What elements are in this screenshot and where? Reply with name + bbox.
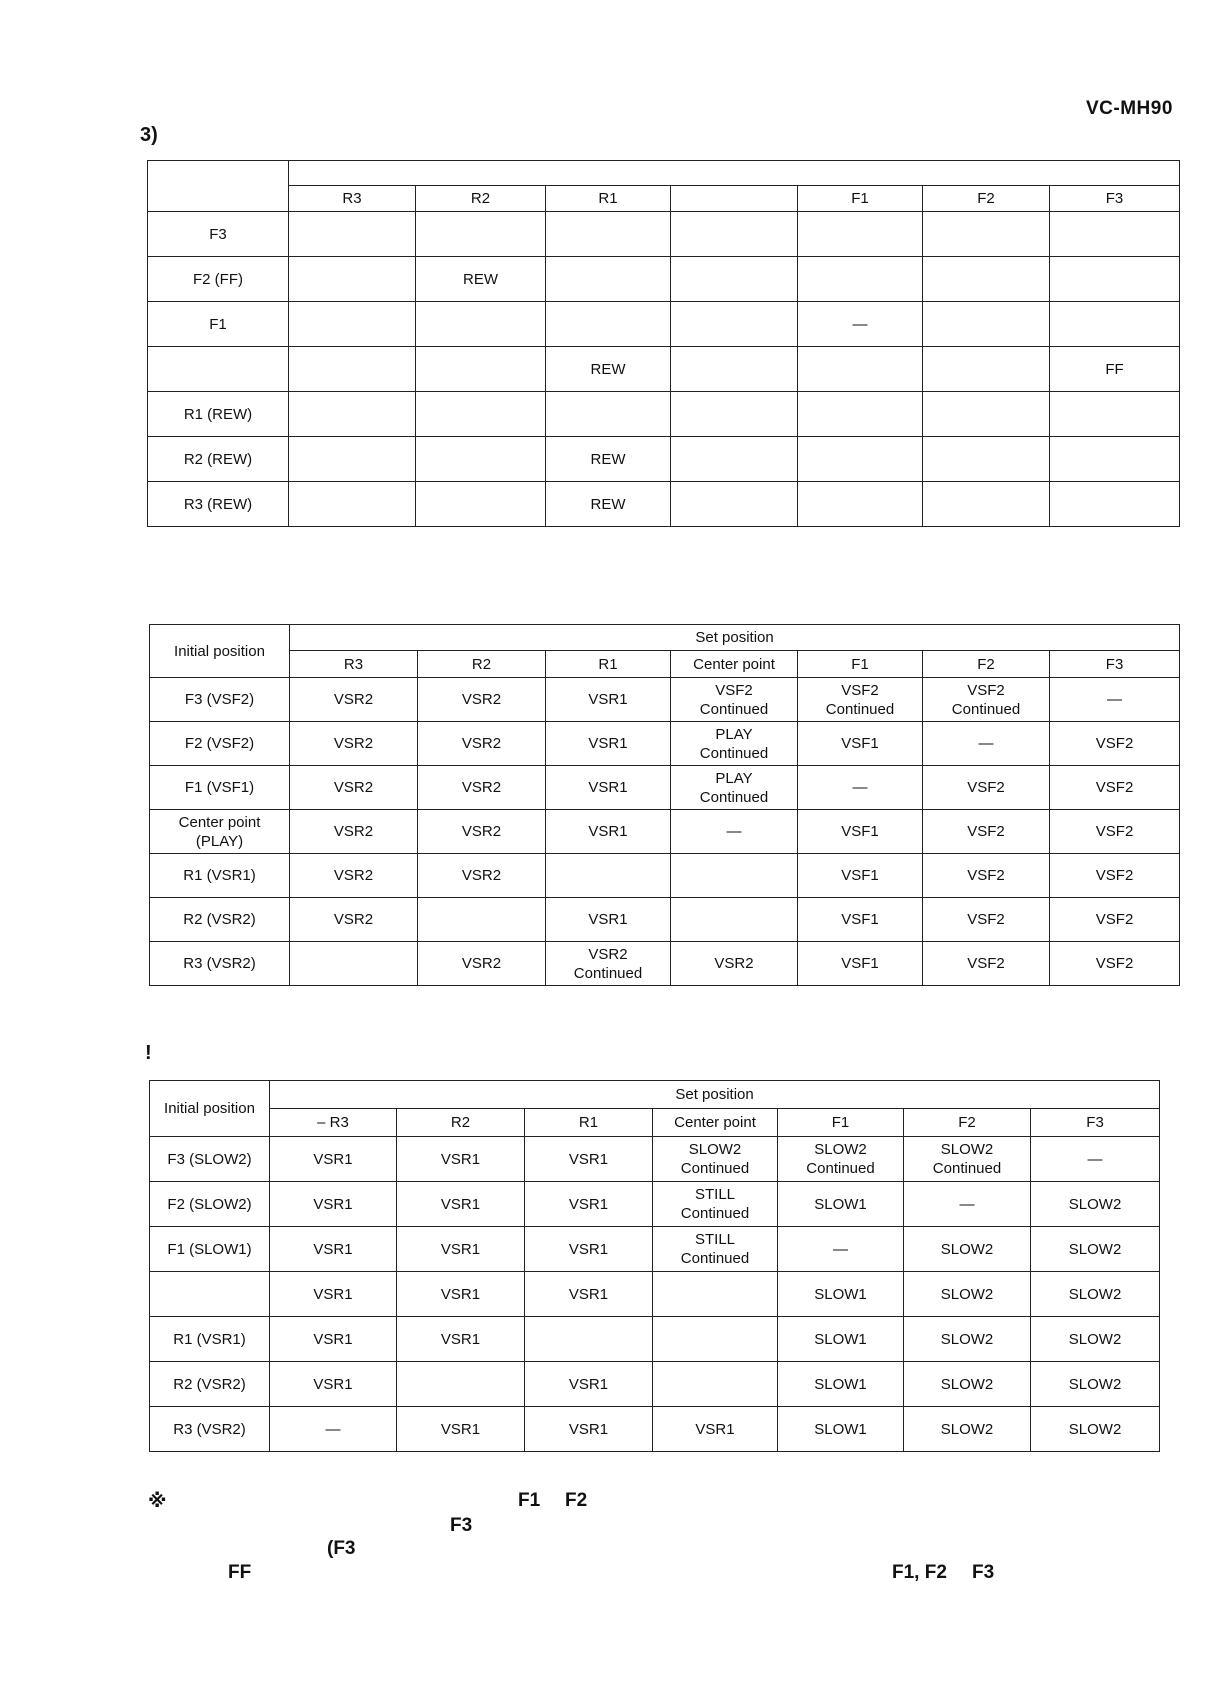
table-cell: VSR1 xyxy=(546,810,671,854)
table-cell: VSF2 xyxy=(923,810,1050,854)
table-cell xyxy=(290,942,418,986)
table-cell: VSF2 xyxy=(923,766,1050,810)
table-row xyxy=(148,347,1180,392)
note-f1-f2: F1, F2 xyxy=(892,1562,947,1583)
row-header: F2 (FF) xyxy=(148,257,289,302)
table-cell: REW xyxy=(546,482,671,527)
table-cell xyxy=(289,437,416,482)
table-row xyxy=(150,722,1180,766)
table-row xyxy=(150,1182,1160,1227)
table-cell xyxy=(798,212,923,257)
table-cell xyxy=(1050,482,1180,527)
row-header: F2 (SLOW2) xyxy=(150,1182,270,1227)
table-cell xyxy=(289,257,416,302)
table-cell xyxy=(1050,437,1180,482)
blank-header-row xyxy=(148,161,1180,186)
table-cell: PLAY Continued xyxy=(671,722,798,766)
table-cell xyxy=(671,302,798,347)
row-header: R3 (VSR2) xyxy=(150,942,290,986)
table-cell: VSF2 xyxy=(1050,898,1180,942)
table-cell: VSR2 Continued xyxy=(546,942,671,986)
table-ff-rew xyxy=(147,160,1180,527)
table-cell xyxy=(671,347,798,392)
table-cell: VSF2 xyxy=(923,854,1050,898)
table-cell: VSF1 xyxy=(798,722,923,766)
table-cell: SLOW2 xyxy=(1031,1182,1160,1227)
table-cell: VSR1 xyxy=(270,1272,397,1317)
table-cell xyxy=(671,482,798,527)
table-cell xyxy=(923,302,1050,347)
table-cell: VSR2 xyxy=(290,678,418,722)
column-header: – R3 xyxy=(270,1109,397,1137)
table-cell: VSR1 xyxy=(546,678,671,722)
column-header: R3 xyxy=(290,651,418,678)
corner-header: Initial position xyxy=(150,1081,270,1137)
table-row xyxy=(148,437,1180,482)
column-header: F3 xyxy=(1050,651,1180,678)
note-f2: F2 xyxy=(565,1490,588,1511)
table-cell: SLOW2 xyxy=(904,1407,1031,1452)
table-cell: SLOW2 xyxy=(1031,1227,1160,1272)
table-cell: — xyxy=(778,1227,904,1272)
column-header: R3 xyxy=(289,186,416,212)
table-cell: VSR1 xyxy=(397,1317,525,1362)
table-cell xyxy=(671,437,798,482)
table-cell xyxy=(289,347,416,392)
table-cell: VSR1 xyxy=(546,766,671,810)
table-cell xyxy=(671,392,798,437)
table-cell: SLOW1 xyxy=(778,1182,904,1227)
table-cell xyxy=(1050,302,1180,347)
table-cell xyxy=(1050,257,1180,302)
reference-mark: ※ xyxy=(148,1491,167,1512)
table-row xyxy=(150,1407,1160,1452)
note-f1: F1 xyxy=(518,1490,541,1511)
table-row xyxy=(148,212,1180,257)
table-cell: PLAY Continued xyxy=(671,766,798,810)
table-cell xyxy=(923,257,1050,302)
table-cell xyxy=(923,437,1050,482)
table-cell: VSR1 xyxy=(525,1227,653,1272)
table-cell xyxy=(923,482,1050,527)
table-cell: — xyxy=(1050,678,1180,722)
table-cell: SLOW2 xyxy=(1031,1272,1160,1317)
table-cell: REW xyxy=(546,347,671,392)
table-cell: VSF1 xyxy=(798,854,923,898)
table-cell: VSF2 xyxy=(1050,766,1180,810)
table-cell: VSF2 xyxy=(1050,854,1180,898)
table-cell: FF xyxy=(1050,347,1180,392)
column-header: F3 xyxy=(1050,186,1180,212)
table-cell xyxy=(653,1272,778,1317)
row-header xyxy=(148,347,289,392)
group-header xyxy=(289,161,1180,186)
table-cell xyxy=(546,257,671,302)
row-header: R1 (VSR1) xyxy=(150,1317,270,1362)
row-header: R1 (REW) xyxy=(148,392,289,437)
table-cell xyxy=(1050,212,1180,257)
table-cell: VSF2 xyxy=(923,898,1050,942)
row-header: R2 (VSR2) xyxy=(150,1362,270,1407)
row-header: R1 (VSR1) xyxy=(150,854,290,898)
table-row xyxy=(148,392,1180,437)
table-cell xyxy=(289,392,416,437)
table-cell: — xyxy=(270,1407,397,1452)
column-header: R1 xyxy=(546,186,671,212)
table-cell: — xyxy=(798,766,923,810)
table-cell: SLOW2 xyxy=(904,1362,1031,1407)
table-row xyxy=(150,1317,1160,1362)
row-header: F3 xyxy=(148,212,289,257)
table-cell: SLOW2 xyxy=(1031,1317,1160,1362)
table-cell: VSR1 xyxy=(525,1407,653,1452)
table-row xyxy=(148,302,1180,347)
row-header: F3 (VSF2) xyxy=(150,678,290,722)
table-cell xyxy=(671,257,798,302)
table-cell: VSR2 xyxy=(290,722,418,766)
table-cell xyxy=(289,482,416,527)
table-cell: VSR1 xyxy=(270,1182,397,1227)
table-row xyxy=(150,810,1180,854)
table-cell xyxy=(397,1362,525,1407)
column-header: Center point xyxy=(671,651,798,678)
table-row xyxy=(150,766,1180,810)
table-cell xyxy=(416,347,546,392)
table-cell xyxy=(798,437,923,482)
note-f3: F3 xyxy=(450,1515,473,1536)
table-cell xyxy=(418,898,546,942)
group-header-row xyxy=(150,625,1180,651)
row-header: F1 (VSF1) xyxy=(150,766,290,810)
table-cell xyxy=(416,482,546,527)
column-header: F2 xyxy=(923,651,1050,678)
table-cell: VSF2 xyxy=(1050,722,1180,766)
table-cell xyxy=(923,347,1050,392)
table-cell xyxy=(546,302,671,347)
table-cell: VSR1 xyxy=(525,1272,653,1317)
table-cell: VSR1 xyxy=(525,1362,653,1407)
column-header-row xyxy=(150,651,1180,678)
table-cell: SLOW2 Continued xyxy=(653,1137,778,1182)
table-cell: — xyxy=(1031,1137,1160,1182)
table-row xyxy=(150,854,1180,898)
row-header: F3 (SLOW2) xyxy=(150,1137,270,1182)
table-cell xyxy=(671,898,798,942)
table-cell xyxy=(416,392,546,437)
table-row xyxy=(150,678,1180,722)
table-row xyxy=(150,1227,1160,1272)
table-cell: SLOW1 xyxy=(778,1272,904,1317)
table-cell: VSF2 Continued xyxy=(671,678,798,722)
column-header: R1 xyxy=(525,1109,653,1137)
table-cell: VSF1 xyxy=(798,898,923,942)
table-cell: — xyxy=(923,722,1050,766)
table-cell: VSF2 Continued xyxy=(923,678,1050,722)
table-cell: VSR1 xyxy=(270,1137,397,1182)
table-cell: — xyxy=(671,810,798,854)
row-header: Center point (PLAY) xyxy=(150,810,290,854)
table-cell: VSF1 xyxy=(798,810,923,854)
column-header: Center point xyxy=(653,1109,778,1137)
column-header: F1 xyxy=(798,186,923,212)
table-cell: VSF2 xyxy=(1050,810,1180,854)
table-cell: SLOW1 xyxy=(778,1362,904,1407)
section-number: 3) xyxy=(140,124,158,146)
table-cell xyxy=(798,347,923,392)
table-cell: VSR2 xyxy=(290,766,418,810)
table-cell: VSF2 xyxy=(1050,942,1180,986)
column-header: F2 xyxy=(923,186,1050,212)
row-header: R3 (VSR2) xyxy=(150,1407,270,1452)
row-header xyxy=(150,1272,270,1317)
table-cell xyxy=(546,392,671,437)
table-cell: SLOW2 xyxy=(1031,1407,1160,1452)
set-position-header: Set position xyxy=(290,625,1180,651)
table-cell xyxy=(416,437,546,482)
table-cell: VSR1 xyxy=(546,898,671,942)
table-cell: VSR1 xyxy=(397,1137,525,1182)
table-cell: SLOW2 Continued xyxy=(778,1137,904,1182)
set-position-header: Set position xyxy=(270,1081,1160,1109)
row-header: F1 xyxy=(148,302,289,347)
table-cell: VSR1 xyxy=(397,1272,525,1317)
table-cell: VSR1 xyxy=(270,1227,397,1272)
table-row xyxy=(148,257,1180,302)
table-row xyxy=(148,482,1180,527)
table-cell xyxy=(653,1317,778,1362)
column-header: R2 xyxy=(418,651,546,678)
table-cell: STILL Continued xyxy=(653,1182,778,1227)
table-cell: VSR1 xyxy=(270,1317,397,1362)
table-cell: VSR2 xyxy=(290,810,418,854)
table-cell: VSR2 xyxy=(418,854,546,898)
note-ff: FF xyxy=(228,1562,252,1583)
table-search-speed xyxy=(149,624,1180,986)
column-header: F3 xyxy=(1031,1109,1160,1137)
table-cell: VSR2 xyxy=(671,942,798,986)
table-cell: — xyxy=(904,1182,1031,1227)
table-cell: VSR2 xyxy=(290,898,418,942)
table-cell xyxy=(1050,392,1180,437)
table-cell: VSR2 xyxy=(290,854,418,898)
table-cell xyxy=(546,854,671,898)
row-header: F1 (SLOW1) xyxy=(150,1227,270,1272)
table-row xyxy=(150,1137,1160,1182)
table-cell: SLOW1 xyxy=(778,1407,904,1452)
group-header-row xyxy=(150,1081,1160,1109)
column-header: R1 xyxy=(546,651,671,678)
table-slow-speed xyxy=(149,1080,1160,1452)
table-cell xyxy=(416,212,546,257)
table-cell: REW xyxy=(546,437,671,482)
column-header: F1 xyxy=(798,651,923,678)
table-cell: STILL Continued xyxy=(653,1227,778,1272)
table-cell: VSF2 Continued xyxy=(798,678,923,722)
corner-header xyxy=(148,161,289,212)
table-cell xyxy=(923,212,1050,257)
table-cell: SLOW1 xyxy=(778,1317,904,1362)
table-cell: REW xyxy=(416,257,546,302)
note-paren-f3: (F3 xyxy=(327,1538,356,1559)
table-cell xyxy=(416,302,546,347)
table-cell: — xyxy=(798,302,923,347)
column-header: F2 xyxy=(904,1109,1031,1137)
table-cell: VSR1 xyxy=(525,1182,653,1227)
section-marker: ! xyxy=(145,1042,152,1064)
table-cell: SLOW2 xyxy=(904,1317,1031,1362)
table-cell: SLOW2 Continued xyxy=(904,1137,1031,1182)
column-header-row xyxy=(148,186,1180,212)
row-header: R2 (VSR2) xyxy=(150,898,290,942)
table-cell: VSR1 xyxy=(397,1407,525,1452)
table-cell: VSR1 xyxy=(270,1362,397,1407)
table-cell xyxy=(798,257,923,302)
column-header: R2 xyxy=(416,186,546,212)
table-cell: VSR2 xyxy=(418,766,546,810)
note-f3-end: F3 xyxy=(972,1562,995,1583)
table-cell xyxy=(546,212,671,257)
table-cell: SLOW2 xyxy=(904,1272,1031,1317)
table-cell: VSR2 xyxy=(418,722,546,766)
model-number: VC-MH90 xyxy=(1086,98,1173,119)
column-header: R2 xyxy=(397,1109,525,1137)
table-cell xyxy=(798,482,923,527)
table-cell: VSR2 xyxy=(418,942,546,986)
table-cell xyxy=(289,212,416,257)
row-header: R2 (REW) xyxy=(148,437,289,482)
table-cell: VSR1 xyxy=(397,1182,525,1227)
table-cell: VSF1 xyxy=(798,942,923,986)
column-header-row xyxy=(150,1109,1160,1137)
row-header: F2 (VSF2) xyxy=(150,722,290,766)
column-header xyxy=(671,186,798,212)
corner-header: Initial position xyxy=(150,625,290,678)
table-row xyxy=(150,942,1180,986)
table-cell xyxy=(289,302,416,347)
row-header: R3 (REW) xyxy=(148,482,289,527)
table-row xyxy=(150,1362,1160,1407)
table-cell: VSR1 xyxy=(525,1137,653,1182)
table-cell xyxy=(671,854,798,898)
table-cell: VSF2 xyxy=(923,942,1050,986)
table-row xyxy=(150,898,1180,942)
table-cell xyxy=(653,1362,778,1407)
table-cell xyxy=(798,392,923,437)
table-cell: VSR2 xyxy=(418,678,546,722)
table-cell xyxy=(671,212,798,257)
table-cell xyxy=(525,1317,653,1362)
table-cell: SLOW2 xyxy=(1031,1362,1160,1407)
column-header: F1 xyxy=(778,1109,904,1137)
table-cell: SLOW2 xyxy=(904,1227,1031,1272)
table-cell: VSR1 xyxy=(546,722,671,766)
table-cell xyxy=(923,392,1050,437)
table-cell: VSR1 xyxy=(653,1407,778,1452)
table-cell: VSR2 xyxy=(418,810,546,854)
table-row xyxy=(150,1272,1160,1317)
table-cell: VSR1 xyxy=(397,1227,525,1272)
